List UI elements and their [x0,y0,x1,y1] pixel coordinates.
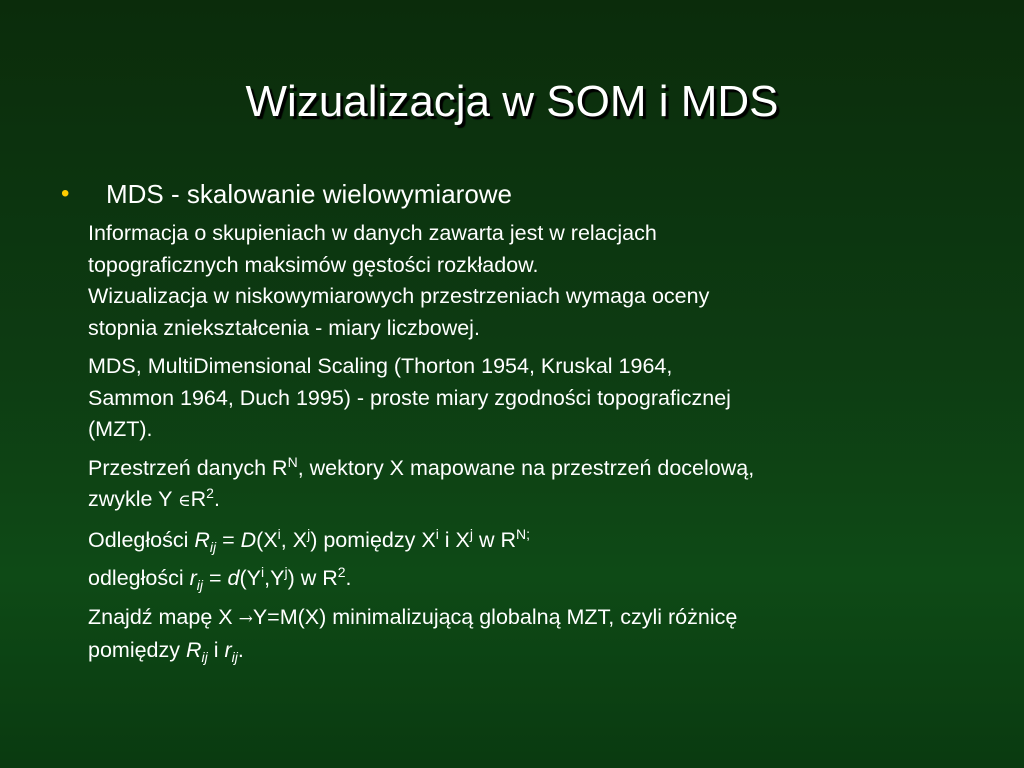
superscript: i [277,525,281,542]
paragraph-znajdz [88,602,988,667]
math-symbol: d [227,566,240,590]
text-fragment: w R [473,527,517,552]
text-fragment: Znajdź mapę X [88,604,239,629]
text-fragment: = [216,527,241,552]
text-fragment: i [207,638,225,662]
text-line: Wizualizacja w niskowymiarowych przestrzeniach wymaga oceny [88,284,710,308]
text-fragment: i X [438,527,470,552]
text-line: Sammon 1964, Duch 1995) - proste miary zgodności topograficznej [88,385,731,410]
text-fragment: . [345,566,352,590]
element-of-symbol: ∈ [178,491,191,511]
bullet-item [61,174,988,214]
superscript: i [260,564,265,580]
math-symbol: D [240,527,257,552]
superscript: j [469,525,474,542]
text-fragment: , wektory X mapowane na przestrzeń docelową, [297,455,755,480]
math-symbol: R [194,527,210,552]
paragraph-informacja [88,218,988,344]
text-line: Informacja o skupieniach w danych zawarta jest w relacjach [88,221,657,245]
paragraph-mds [88,351,988,446]
bullet-text: MDS - skalowanie wielowymiarowe [106,179,513,209]
superscript: N; [516,525,531,542]
superscript: N [287,453,298,470]
subscript: ij [196,577,203,593]
subscript: ij [201,649,208,665]
arrow-right-icon: → [238,608,253,629]
superscript: j [284,564,288,580]
text-line: MDS, MultiDimensional Scaling (Thorton 1954, Kruskal 1964, [88,354,673,378]
superscript: i [435,525,439,542]
text-fragment: (X [256,527,278,552]
superscript: j [307,525,311,542]
superscript: 2 [337,564,346,580]
text-fragment: zwykle Y [88,487,179,511]
text-line: topograficznych maksimów gęstości rozkładow. [88,252,539,277]
paragraph-odleglosci-r [88,563,988,595]
paragraph-odleglosci-R [88,525,988,557]
math-symbol: r [224,638,232,662]
text-fragment: . [213,487,220,511]
math-symbol: r [189,566,197,590]
text-fragment: R [190,487,207,511]
subscript: ij [209,538,217,555]
subscript: ij [231,649,238,665]
text-fragment: = [203,566,228,590]
text-fragment: . [237,638,244,662]
text-line: (MZT). [88,417,153,441]
paragraph-przestrzen [88,453,988,518]
text-line: stopnia zniekształcenia - miary liczbowej. [88,315,480,340]
text-fragment: , X [280,527,308,552]
math-symbol: R [186,638,202,662]
text-fragment: odległości [88,566,190,590]
text-fragment: Przestrzeń danych R [88,455,288,480]
superscript: 2 [206,485,214,501]
text-fragment: Y=M(X) minimalizującą globalną MZT, czyli różnicę [252,604,738,629]
text-fragment: ) w R [287,566,338,590]
text-fragment: ) pomiędzy X [310,527,436,552]
text-fragment: Odległości [88,527,195,552]
slide-content [61,174,988,667]
text-fragment: (Y [239,566,261,590]
text-fragment: ,Y [264,566,285,590]
bullet-icon: • [61,180,70,207]
slide-title: Wizualizacja w SOM i MDS [245,77,779,126]
text-fragment: pomiędzy [88,638,186,662]
